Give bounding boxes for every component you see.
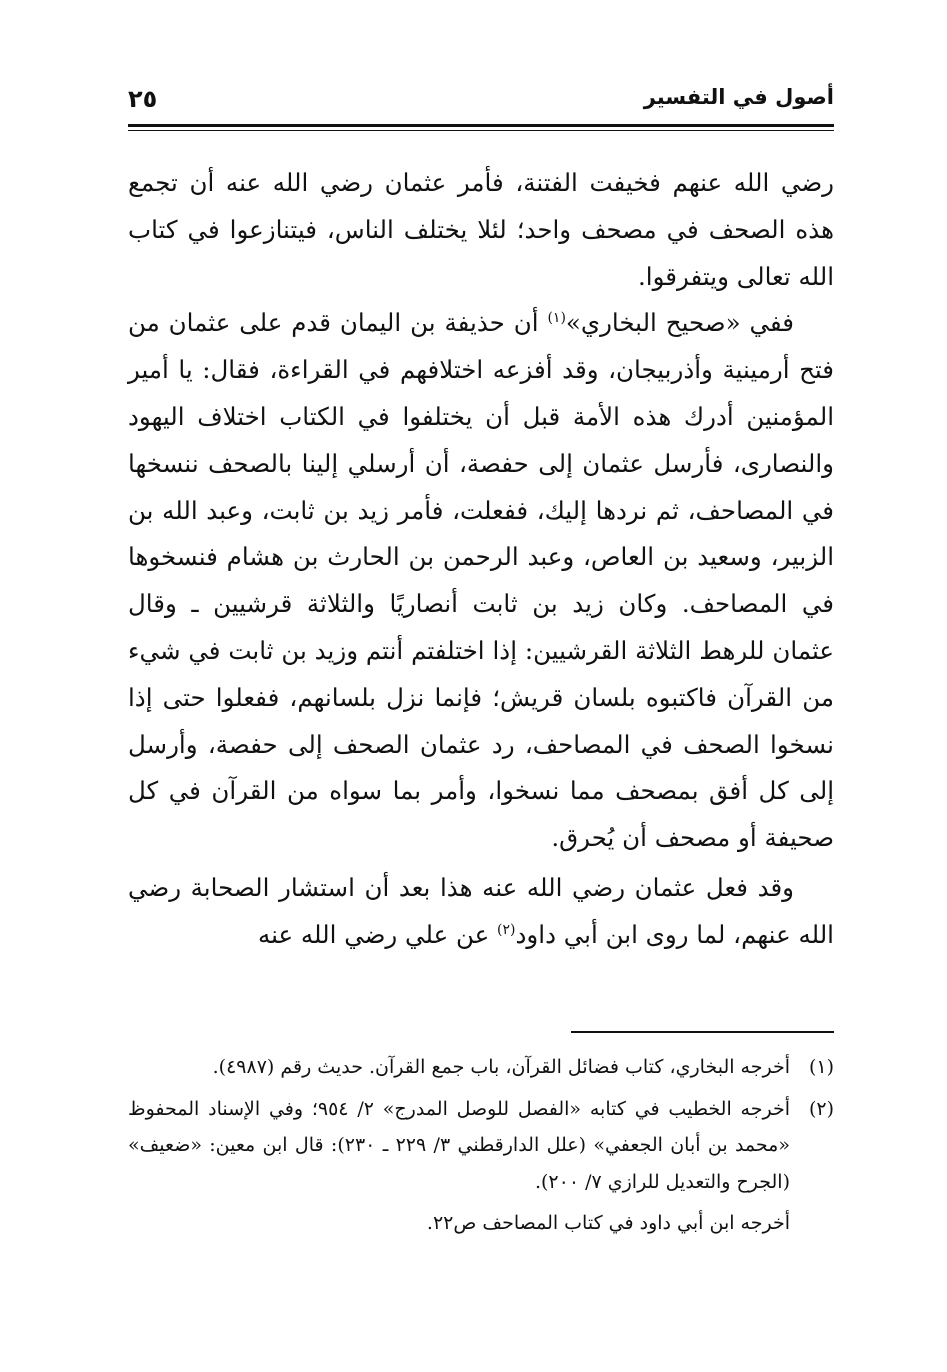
footnote-number: (٢) [808, 1097, 834, 1120]
paragraph-3 [128, 865, 834, 959]
paragraph-2 [128, 300, 834, 862]
footnote-text: أخرجه الخطيب في كتابه «الفصل للوصل المدرج» ٢/ ٩٥٤؛ وفي الإسناد المحفوظ «محمد بن أبان الجعفي» (علل الدارقطني ٣/ ٢٢٩ ـ ٢٣٠): قال ابن معين: «ضعيف» (الجرح والتعديل للرازي ٧/ ٢٠٠). [128, 1097, 790, 1193]
page-header [128, 85, 834, 119]
header-rule-thick [128, 124, 834, 127]
footnote-ref-1: (١) [547, 310, 566, 327]
footnote-1 [128, 1049, 834, 1086]
paragraph-1: رضي الله عنهم فخيفت الفتنة، فأمر عثمان رضي الله عنه أن تجمع هذه الصحف في مصحف واحد؛ لئلا يختلف الناس، فيتنازعوا في كتاب الله تعالى ويتفرقوا. [128, 168, 834, 291]
paragraph-3-rest: عن علي رضي الله عنه [257, 919, 498, 949]
footnote-2 [128, 1091, 834, 1201]
paragraph-2-start: ففي «صحيح البخاري» [565, 308, 794, 338]
main-text [128, 160, 834, 949]
footnote-text: أخرجه البخاري، كتاب فضائل القرآن، باب جمع القرآن. حديث رقم (٤٩٨٧). [212, 1056, 790, 1078]
header-rule-thin [128, 130, 834, 131]
footnote-ref-2: (٢) [497, 921, 516, 938]
footnote-number: (١) [808, 1056, 834, 1078]
footnote-separator [571, 1031, 834, 1033]
footnotes [128, 1049, 834, 1309]
paragraph-2-rest: أن حذيفة بن اليمان قدم على عثمان من فتح أرمينية وأذربيجان، وقد أفزعه اختلافهم في القراءة، فقال: يا أمير المؤمنين أدرك هذه الأمة قبل أن يختلفوا في الكتاب اختلاف اليهود والنصارى، فأرسل عثمان إلى حفصة، أن أرسلي إلينا بالصحف ننسخها في المصاحف، ثم نردها إليك، ففعلت، فأمر زيد بن ثابت، وعبد الله بن الزبير، وسعيد بن العاص، وعبد الرحمن بن الحارث بن هشام فنسخوها في المصاحف. وكان زيد بن ثابت أنصاريًا والثلاثة قرشيين ـ وقال عثمان للرهط الثلاثة القرشيين: إذا اختلفتم أنتم وزيد بن ثابت في شيء من القرآن فاكتبوه بلسان قريش؛ فإنما نزل بلسانهم، ففعلوا حتى إذا نسخوا الصحف في المصاحف، رد عثمان الصحف إلى حفصة، وأرسل إلى كل أفق بمصحف مما نسخوا، وأمر بما سواه من القرآن في كل صحيفة أو مصحف أن يُحرق. [128, 308, 834, 853]
running-title: أصول في التفسير [643, 85, 834, 109]
paragraph-3-start: وقد فعل عثمان رضي الله عنه هذا بعد أن استشار الصحابة رضي الله عنهم، لما روى ابن أبي داود [128, 872, 834, 949]
page-number: ٢٥ [128, 85, 158, 113]
footnote-2-extra: أخرجه ابن أبي داود في كتاب المصاحف ص٢٢. [426, 1212, 790, 1234]
